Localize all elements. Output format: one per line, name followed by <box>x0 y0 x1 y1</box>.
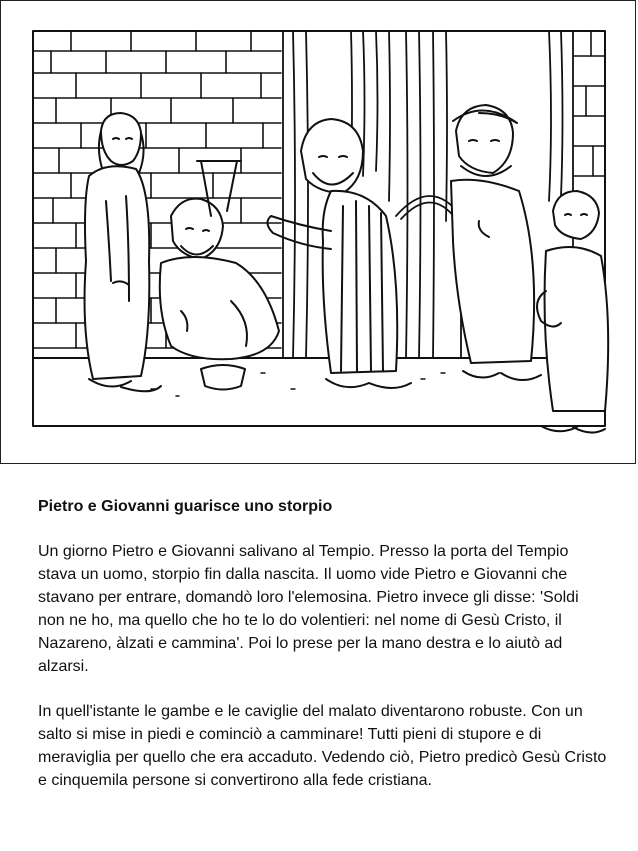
story-text-block <box>38 496 608 814</box>
ground-specks <box>151 373 445 396</box>
figure-lame-man <box>160 161 279 390</box>
figure-apostle-right <box>451 105 541 380</box>
story-paragraph-1: Un giorno Pietro e Giovanni salivano al Tempio. Presso la porta del Tempio stava un uomo, storpio fin dalla nascita. Il uomo vide Pietro e Giovanni che stavano per entrare, domandò loro l'elemosina. Pietro invece gli disse: 'Soldi non ne ho, ma quello che ho te lo do volentieri: nel nome di Gesù Cristo, il Nazareno, àlzati e cammina'. Poi lo prese per la mano destra e lo aiutò ad alzarsi. <box>38 543 579 675</box>
brick-wall-right <box>573 31 605 176</box>
temple-scene-drawing <box>1 1 637 465</box>
alms-bowl <box>201 365 245 390</box>
story-title: Pietro e Giovanni guarisce uno storpio <box>38 498 333 515</box>
figure-child-right <box>537 191 608 433</box>
story-paragraph-2: In quell'istante le gambe e le caviglie del malato diventarono robuste. Con un salto si mise in piedi e cominciò a camminare! Tutti pieni di stupore e di meraviglia per quello che era accaduto. Vedendo ciò, Pietro predicò Gesù Cristo e cinquemila persone si convertirono alla fede cristiana. <box>38 703 607 789</box>
figure-giovanni-left <box>85 113 161 391</box>
